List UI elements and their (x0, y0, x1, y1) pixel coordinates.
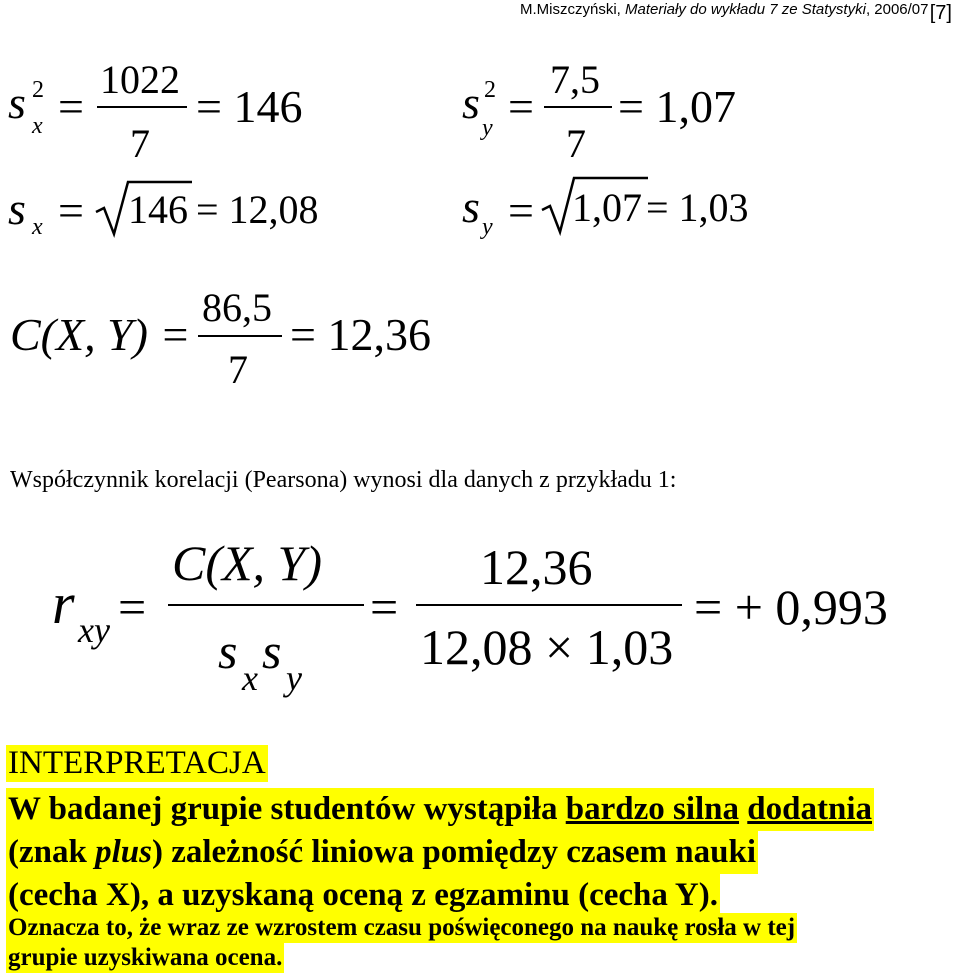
variance-y-denominator: 7 (566, 121, 586, 166)
header-year: , 2006/07 (865, 1, 929, 18)
correlation-eq1: = (118, 579, 147, 635)
variance-y-symbol: s (462, 77, 480, 128)
variance-y-equals: = (508, 81, 534, 132)
variance-y-numerator: 7,5 (550, 57, 600, 102)
interpretation-strength: bardzo silna (565, 791, 740, 827)
variance-y-result: = 1,07 (618, 81, 736, 132)
variance-y-sup: 2 (484, 77, 496, 103)
page-header (520, 1, 929, 18)
std-y-symbol: s (462, 181, 480, 232)
correlation-sub: xy (78, 610, 110, 650)
std-x-symbol: s (8, 183, 26, 234)
header-course: Materiały do wykładu 7 ze Statystyki (625, 1, 866, 18)
correlation-den-s2: s (262, 623, 282, 679)
std-y-radicand: 1,07 (572, 185, 642, 230)
std-x-sub: x (32, 214, 43, 240)
variance-x-equals: = (58, 81, 84, 132)
interpretation-direction: dodatnia (747, 791, 872, 827)
std-x-equals: = (58, 185, 84, 236)
correlation-frac2-den: 12,08 × 1,03 (420, 619, 674, 675)
correlation-result: = + 0,993 (694, 579, 888, 635)
correlation-den-s1: s (218, 623, 238, 679)
correlation-symbol: r (52, 571, 75, 636)
variance-y-sub: y (482, 115, 493, 141)
interpretation-line-2a: (znak (8, 834, 96, 870)
std-y-sub: y (482, 214, 493, 240)
covariance-lhs: C(X, Y) = (10, 309, 191, 360)
covariance-fraction-bar (198, 335, 282, 337)
correlation-eq2: = (370, 579, 399, 635)
interpretation-line-2b: ) zależność liniowa pomiędzy czasem nauki (151, 834, 757, 870)
interpretation-title: INTERPRETACJA (8, 745, 266, 781)
covariance-result: = 12,36 (290, 309, 431, 360)
correlation-frac2-num: 12,36 (480, 539, 593, 595)
std-y-equals: = (508, 185, 534, 236)
header-author: M.Miszczyński, (520, 1, 625, 18)
conclusion-line-1: Oznacza to, że wraz ze wzrostem czasu poświęconego na naukę rosła w tej (8, 914, 796, 941)
correlation-frac2-bar (416, 604, 682, 606)
conclusion-line-2: grupie uzyskiwana ocena. (8, 944, 283, 971)
variance-x-denominator: 7 (130, 121, 150, 166)
covariance-denominator: 7 (228, 347, 248, 392)
interpretation-text (6, 788, 874, 917)
interpretation-line-3: (cecha X), a uzyskaną oceną z egzaminu (cecha Y). (6, 874, 720, 917)
variance-x-sub: x (32, 113, 43, 139)
correlation-frac1-num: C(X, Y) (172, 535, 322, 591)
intro-text: Współczynnik korelacji (Pearsona) wynosi dla danych z przykładu 1: (10, 467, 677, 493)
variance-x-symbol: s (8, 77, 26, 128)
variance-x-sup: 2 (32, 77, 44, 103)
covariance-numerator: 86,5 (202, 285, 272, 330)
std-x-result: = 12,08 (196, 187, 319, 232)
interpretation-line-2 (6, 831, 758, 874)
interpretation-sign: plus (95, 834, 152, 870)
std-x-radicand: 146 (128, 187, 188, 232)
page-number: [7] (929, 2, 952, 24)
conclusion-text (6, 913, 797, 973)
interpretation-line-1 (6, 788, 874, 831)
variance-y-fraction-bar (544, 106, 612, 108)
correlation-den-sub1: x (242, 658, 258, 698)
variance-x-result: = 146 (196, 81, 303, 132)
correlation-den-sub2: y (286, 658, 302, 698)
std-y-result: = 1,03 (646, 185, 749, 230)
variance-x-numerator: 1022 (100, 57, 180, 102)
correlation-frac1-bar (168, 604, 364, 606)
variance-x-fraction-bar (97, 106, 187, 108)
interpretation-line-1a: W badanej grupie studentów wystąpiła (8, 791, 566, 827)
